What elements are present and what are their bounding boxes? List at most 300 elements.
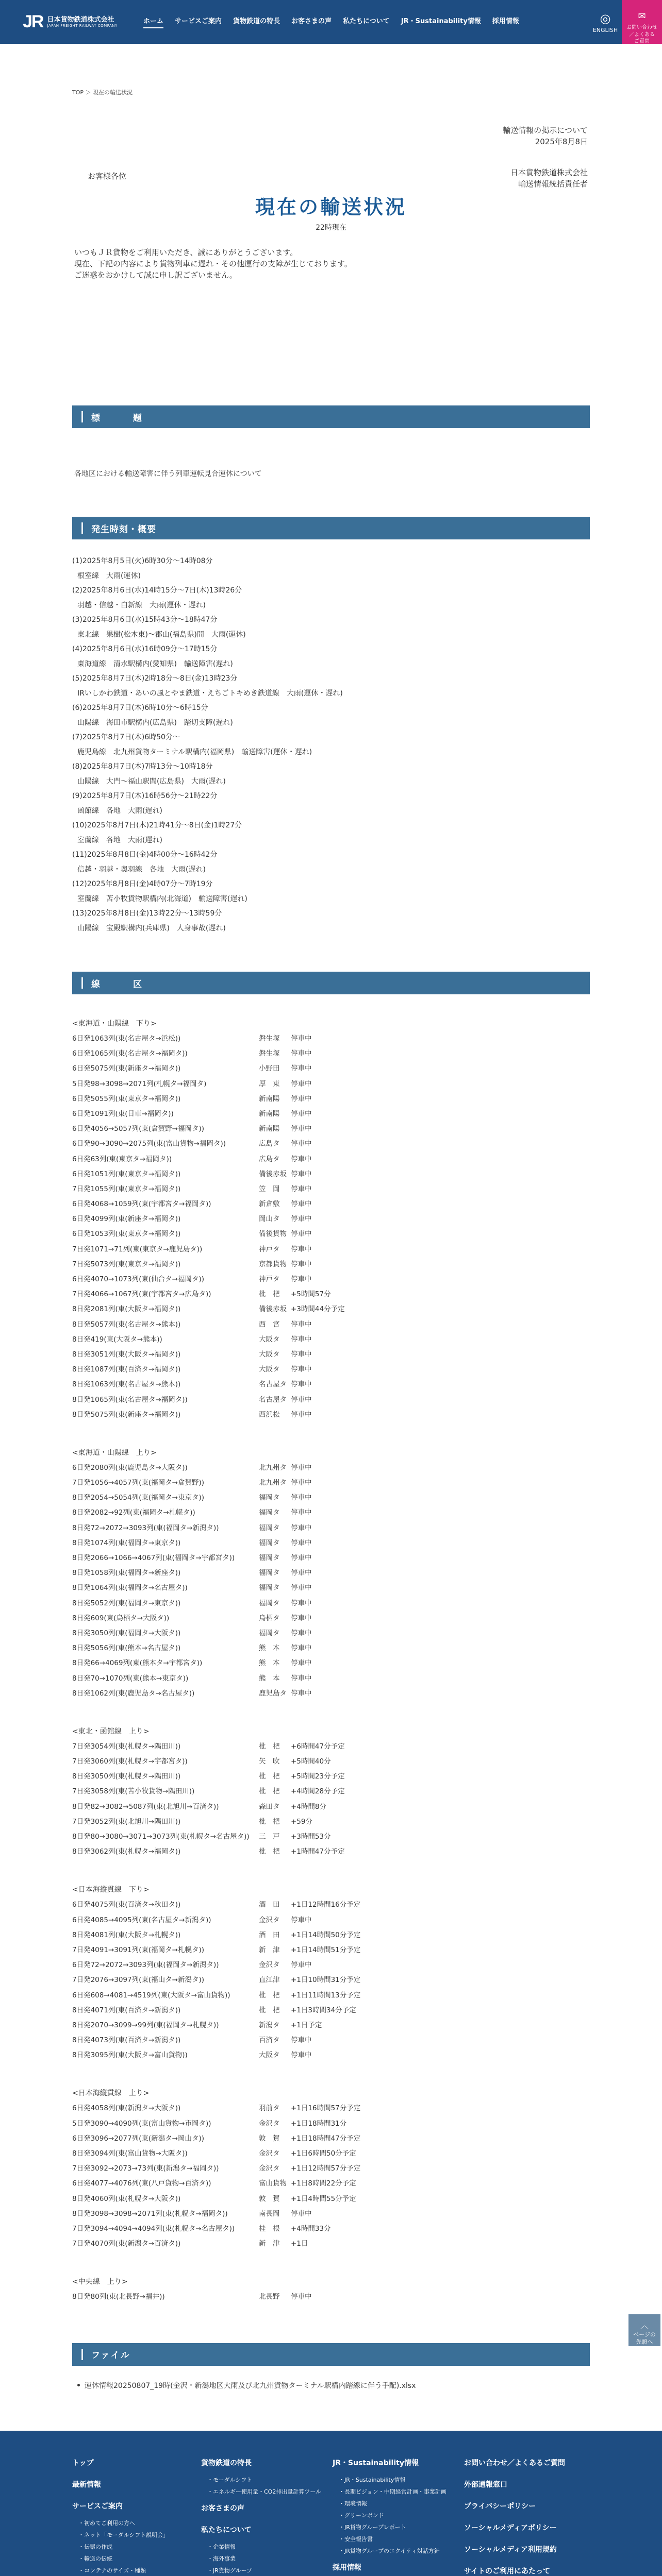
footer-sublink[interactable]: ・ネット「モーダルシフト説明会」 (78, 2531, 169, 2538)
english-label: ENGLISH (592, 27, 618, 33)
subject-section (72, 405, 590, 479)
event-summary: 鹿児島線 北九州貨物ターミナル駅構内(福岡県) 輸送障害(運休・遅れ) (77, 748, 312, 756)
train-station: 富山貨物 (259, 2179, 287, 2188)
train-status: 停車中 (291, 1275, 312, 1283)
english-link[interactable] (590, 0, 621, 44)
nav-item[interactable]: サービスご案内 (175, 18, 222, 25)
event-summary: 山陽線 大門〜福山駅間(広島県) 大雨(遅れ) (77, 777, 226, 786)
footer-sublink[interactable]: ・企業情報 (207, 2543, 236, 2550)
footer-link[interactable]: トップ (72, 2459, 94, 2467)
logo-company-name: 日本貨物鉄道株式会社 (47, 15, 114, 24)
train-row (72, 2003, 590, 2018)
train-name: 8日発2070→3099→99列(東(福岡タ→札幌タ)) (72, 2021, 219, 2029)
train-status: +1日14時間51分予定 (291, 1945, 361, 1954)
footer-sublink[interactable]: ・安全報告書 (339, 2535, 373, 2543)
train-row (72, 1958, 590, 1973)
train-name: 6日発5075列(東(新座タ→福岡タ)) (72, 1064, 181, 1073)
train-status: 停車中 (291, 1614, 312, 1622)
page-title: 現在の輸送状況 (255, 196, 407, 218)
footer-sublink[interactable]: ・コンテナのサイズ・種類 (78, 2567, 146, 2574)
train-name: 8日発5075列(東(新座タ→福岡タ)) (72, 1410, 181, 1419)
route-group-title: <日本海縦貫線 下り> (72, 1886, 150, 1894)
nav-item[interactable]: 貨物鉄道の特長 (233, 18, 280, 25)
train-station: 笠 岡 (259, 1184, 280, 1193)
train-row (72, 2146, 590, 2161)
train-status: 停車中 (291, 1245, 312, 1253)
footer-col-1 (72, 2458, 187, 2576)
train-station: 名古屋タ (259, 1380, 287, 1389)
train-row (72, 1521, 590, 1536)
footer-sublink[interactable]: ・輸送の伝統 (78, 2555, 112, 2562)
train-status: 停車中 (291, 1509, 312, 1517)
footer-sublink[interactable]: ・初めてご利用の方へ (78, 2519, 135, 2527)
train-name: 5日発98→3098→2071列(札幌タ→福岡タ) (72, 1079, 207, 1088)
train-name: 7日発5073列(東(東京タ→福岡タ)) (72, 1260, 181, 1268)
train-status: 停車中 (291, 1155, 312, 1163)
train-status: 停車中 (291, 2051, 312, 2060)
train-station: 新 津 (259, 1945, 280, 1954)
event-time: (5)2025年8月7日(木)2時18分〜8日(金)13時23分 (72, 674, 238, 683)
logo-company-sub: JAPAN FREIGHT RAILWAY COMPANY (47, 24, 118, 28)
train-station: 金沢タ (259, 1961, 280, 1970)
addressee: お客様各位 (88, 172, 127, 181)
train-row (72, 1829, 590, 1844)
footer-link[interactable]: 私たちについて (201, 2526, 252, 2534)
route-group-title: <日本海縦貫線 上り> (72, 2089, 150, 2098)
footer-link[interactable]: 外部通報窓口 (464, 2480, 507, 2489)
train-name: 7日発1055列(東(東京タ→福岡タ)) (72, 1184, 181, 1193)
footer-col-3 (333, 2458, 446, 2576)
train-station: 備後赤坂 (259, 1305, 287, 1314)
train-status: +1日8時間22分予定 (291, 2179, 356, 2188)
page-top-label: ページの 先頭へ (633, 2331, 656, 2346)
contact-button[interactable] (622, 0, 662, 44)
notice-block (72, 125, 590, 280)
train-status: +1日6時間50分予定 (291, 2149, 356, 2158)
train-station: 鳥栖タ (259, 1614, 280, 1622)
train-station: 北九州タ (259, 1463, 287, 1472)
globe-icon: ◎ (600, 11, 611, 26)
event-time: (8)2025年8月7日(木)7時13分〜10時18分 (72, 762, 213, 771)
train-station: 福岡タ (259, 1599, 280, 1607)
route-group-title: <東北・函館線 上り> (72, 1727, 150, 1736)
footer-sublink[interactable]: ・エネルギー使用量・CO2排出量計算ツール (207, 2488, 322, 2495)
train-row (72, 1536, 590, 1551)
train-name: 8日発419(東(大阪タ→熊本)) (72, 1335, 162, 1344)
jr-logo-mark: JR (23, 12, 43, 31)
train-row (72, 1490, 590, 1505)
train-status: +1日18時間31分 (291, 2119, 347, 2128)
train-name: 6日発4058列(東(新潟タ→大阪タ)) (72, 2104, 181, 2113)
train-status: 停車中 (291, 2209, 312, 2218)
train-row (72, 1317, 590, 1332)
train-status: 停車中 (291, 1094, 312, 1103)
train-row (72, 1973, 590, 1988)
footer-link[interactable]: お客さまの声 (201, 2504, 244, 2513)
train-station: 枇 杷 (259, 1772, 280, 1781)
subject-heading: 標 題 (72, 405, 590, 428)
train-status: +1日4時間55分予定 (291, 2194, 356, 2203)
train-name: 6日発90→3090→2075列(東(富山貨物→福岡タ)) (72, 1140, 226, 1148)
train-row (72, 1092, 590, 1107)
train-station: 大阪タ (259, 2051, 280, 2060)
global-nav (143, 15, 519, 28)
train-status: 停車中 (291, 1365, 312, 1374)
train-station: 西浜松 (259, 1410, 280, 1419)
train-station: 新南陽 (259, 1125, 280, 1133)
train-station: 敦 賀 (259, 2194, 280, 2203)
train-status: 停車中 (291, 1961, 312, 1970)
train-station: 広島タ (259, 1155, 280, 1163)
footer-link[interactable]: サイトのご利用にあたって (464, 2567, 551, 2575)
nav-item[interactable]: JR・Sustainability情報 (401, 18, 481, 25)
train-row (72, 1227, 590, 1242)
train-name: 8日発66→4069列(東(熊本タ→宇都宮タ)) (72, 1659, 203, 1668)
train-status: +1日 (291, 2240, 308, 2248)
train-name: 6日発72→2072→3093列(東(福岡タ→新潟タ)) (72, 1961, 219, 1970)
train-row (72, 1784, 590, 1799)
event-summary: 信越・羽越・奥羽線 各地 大雨(遅れ) (77, 865, 206, 874)
train-name: 7日発4070列(東(新潟タ→百済タ)) (72, 2240, 181, 2248)
train-status: 停車中 (291, 1674, 312, 1683)
train-row (72, 1107, 590, 1122)
train-row (72, 2236, 590, 2251)
train-name: 6日発4099列(東(新座タ→福岡タ)) (72, 1215, 181, 1224)
issuer-company: 日本貨物鉄道株式会社 (510, 168, 588, 177)
train-station: 福岡タ (259, 1554, 280, 1562)
footer-sublink[interactable]: ・海外事業 (207, 2555, 236, 2562)
occurrence-heading: 発生時刻・概要 (72, 517, 590, 539)
train-row (72, 1167, 590, 1182)
subject-text: 各地区における輸送障害に伴う列車運転見合運休について (74, 470, 262, 478)
page-top-button[interactable] (628, 2314, 660, 2346)
file-section (72, 2343, 590, 2391)
event-time: (9)2025年8月7日(木)16時56分〜21時22分 (72, 792, 218, 800)
train-row (72, 1122, 590, 1137)
event-time: (6)2025年8月7日(木)6時10分〜6時15分 (72, 704, 208, 712)
footer-link[interactable]: JR・Sustainability情報 (333, 2459, 419, 2467)
train-row (72, 1182, 590, 1197)
nav-item[interactable]: ホーム (143, 15, 163, 28)
footer-link[interactable]: ソーシャルメディアポリシー (464, 2523, 557, 2532)
train-station: 新南陽 (259, 1109, 280, 1118)
train-row (72, 1641, 590, 1656)
train-status: +5時間40分 (291, 1757, 331, 1766)
file-link[interactable]: 運休情報20250807_19時(金沢・新潟地区大雨及び北九州貨物ターミナル駅構内踏線に伴う手配).xlsx (72, 2380, 590, 2391)
train-status: +1日14時間50分予定 (291, 1930, 361, 1939)
train-name: 7日発3092→2073→73列(東(新潟タ→福岡タ)) (72, 2164, 219, 2173)
train-row (72, 1393, 590, 1408)
train-row (72, 2033, 590, 2048)
train-status: 停車中 (291, 1335, 312, 1344)
footer-link[interactable]: プライバシーポリシー (464, 2502, 536, 2511)
train-station: 名古屋タ (259, 1395, 287, 1404)
train-status: 停車中 (291, 1215, 312, 1224)
event-time: (3)2025年8月6日(水)15時43分〜18時47分 (72, 616, 218, 624)
train-row (72, 1988, 590, 2003)
event-summary: 羽越・信越・白新線 大雨(運休・遅れ) (77, 601, 206, 609)
train-station: 鹿児島タ (259, 1689, 287, 1698)
train-row (72, 1137, 590, 1151)
event-list (72, 554, 590, 936)
greeting-line: ご迷惑をおかけして誠に申し訳ございません。 (74, 270, 237, 280)
train-name: 8日発3095列(東(大阪タ→富山貨物)) (72, 2051, 188, 2060)
train-station: 福岡タ (259, 1523, 280, 1532)
occurrence-section (72, 517, 590, 936)
train-station: 備後貨物 (259, 1230, 287, 1239)
train-station: 大阪タ (259, 1365, 280, 1374)
train-station: 桂 根 (259, 2224, 280, 2233)
train-row (72, 1077, 590, 1092)
footer-sublist (207, 2541, 321, 2576)
train-station: 枇 杷 (259, 2006, 280, 2014)
train-status: 停車中 (291, 1916, 312, 1924)
train-name: 6日発4068→1059列(東(宇都宮タ→福岡タ)) (72, 1200, 211, 1209)
train-name: 6日発4077→4076列(東(八戸貨物→百済タ)) (72, 2179, 211, 2188)
train-row (72, 1242, 590, 1257)
train-station: 広島タ (259, 1140, 280, 1148)
train-row (72, 1551, 590, 1566)
train-name: 5日発3090→4090列(東(富山貨物→市岡タ)) (72, 2119, 211, 2128)
train-name: 6日発1091列(東(日車→福岡タ)) (72, 1109, 174, 1118)
train-row (72, 2131, 590, 2146)
issuer-role: 輸送情報統括責任者 (518, 179, 588, 189)
train-name: 7日発3054列(東(札幌タ→隅田川)) (72, 1742, 181, 1751)
event-summary: 室蘭線 苫小牧貨物駅構内(北海道) 輸送障害(遅れ) (77, 894, 247, 903)
train-station: 備後赤坂 (259, 1170, 287, 1178)
train-station: 熊 本 (259, 1644, 280, 1653)
train-row (72, 1272, 590, 1287)
routes-section (72, 972, 590, 2305)
train-row (72, 2222, 590, 2236)
train-station: 熊 本 (259, 1659, 280, 1668)
train-station: 厚 東 (259, 1079, 280, 1088)
train-status: 停車中 (291, 1463, 312, 1472)
train-station: 枇 杷 (259, 1848, 280, 1856)
train-status: 停車中 (291, 1554, 312, 1562)
train-station: 酒 田 (259, 1901, 280, 1909)
greeting-text (74, 247, 352, 281)
footer-sublink[interactable]: ・伝票の作成 (78, 2543, 112, 2550)
contact-label: お問い合わせ ／よくある ご質問 (626, 25, 657, 45)
train-status: 停車中 (291, 1230, 312, 1239)
train-station: 枇 杷 (259, 1742, 280, 1751)
train-status: 停車中 (291, 1410, 312, 1419)
train-row (72, 1377, 590, 1392)
train-status: +3時間44分予定 (291, 1305, 345, 1314)
footer-sublink[interactable]: ・JR貨物グループ (207, 2567, 253, 2574)
routes-heading: 線 区 (72, 972, 590, 994)
train-row (72, 1596, 590, 1611)
train-station: 福岡タ (259, 1494, 280, 1502)
train-row (72, 1152, 590, 1167)
train-row (72, 2161, 590, 2176)
footer-sublink[interactable]: ・JR貨物グループレポート (339, 2523, 406, 2531)
train-status: 停車中 (291, 1659, 312, 1668)
train-station: 北長野 (259, 2293, 280, 2301)
train-status: 停車中 (291, 1380, 312, 1389)
train-name: 7日発3094→4094→4094列(東(札幌タ→名古屋タ)) (72, 2224, 235, 2233)
train-name: 8日発3051列(東(大阪タ→福岡タ)) (72, 1350, 181, 1359)
train-station: 敦 賀 (259, 2134, 280, 2143)
route-group (72, 1882, 590, 2063)
footer-col-4 (464, 2458, 565, 2576)
train-row (72, 1362, 590, 1377)
train-name: 8日発80→3080→3071→3073列(東(札幌タ→名古屋タ)) (72, 1833, 250, 1841)
train-status: 停車中 (291, 1200, 312, 1209)
footer-sublink[interactable]: ・グリーンボンド (339, 2512, 384, 2519)
event-summary: 室蘭線 各地 大雨(遅れ) (77, 836, 162, 844)
footer-sublink[interactable]: ・JR・Sustainability情報 (339, 2476, 406, 2483)
train-status: 停車中 (291, 1599, 312, 1607)
train-row (72, 1302, 590, 1317)
train-name: 8日発2082→92列(東(福岡タ→札幌タ)) (72, 1509, 195, 1517)
train-row (72, 1408, 590, 1422)
footer-sublink[interactable]: ・モーダルシフト (207, 2476, 253, 2483)
site-logo[interactable] (23, 12, 141, 32)
footer-link[interactable]: 貨物鉄道の特長 (201, 2459, 252, 2467)
event-summary: 東海道線 清水駅構内(愛知県) 輸送障害(遅れ) (77, 659, 233, 668)
train-station: 神戸タ (259, 1245, 280, 1253)
footer-link[interactable]: お問い合わせ／よくあるご質問 (464, 2459, 565, 2467)
greeting-line: 現在、下記の内容により貨物列車に遅れ・その他運行の支障が生じております。 (74, 259, 352, 269)
route-group (72, 1724, 590, 1860)
event-summary: 山陽線 海田市駅構内(広島県) 踏切支障(遅れ) (77, 718, 233, 727)
train-name: 6日発4085→4095列(東(名古屋タ→新潟タ)) (72, 1916, 211, 1924)
train-name: 8日発1064列(東(福岡タ→名古屋タ)) (72, 1584, 188, 1592)
train-row (72, 1061, 590, 1076)
train-name: 7日発1056→4057列(東(福岡タ→倉賀野)) (72, 1479, 204, 1487)
event-time: (12)2025年8月8日(金)4時07分〜7時19分 (72, 880, 213, 888)
train-name: 8日発5056列(東(熊本→名古屋タ)) (72, 1644, 181, 1653)
train-station: 神戸タ (259, 1275, 280, 1283)
train-name: 8日発3098→3098→2071列(東(札幌タ→福岡タ)) (72, 2209, 228, 2218)
train-name: 6日発4070→1073列(東(仙台タ→福岡タ)) (72, 1275, 204, 1283)
train-station: 矢 吹 (259, 1757, 280, 1766)
train-status: 停車中 (291, 1125, 312, 1133)
train-row (72, 2018, 590, 2033)
train-row (72, 1754, 590, 1769)
train-station: 金沢タ (259, 2164, 280, 2173)
train-row (72, 2176, 590, 2191)
footer-link[interactable]: 最新情報 (72, 2480, 101, 2489)
footer-sublist (339, 2474, 446, 2557)
train-name: 6日発4056→5057列(東(倉賀野→福岡タ)) (72, 1125, 204, 1133)
train-station: 金沢タ (259, 2119, 280, 2128)
event-time: (13)2025年8月8日(金)13時22分〜13時59分 (72, 909, 222, 918)
train-station: 福岡タ (259, 1538, 280, 1547)
train-row (72, 1656, 590, 1671)
train-status: +5時間57分 (291, 1290, 331, 1299)
train-station: 枇 杷 (259, 1787, 280, 1796)
train-status: 停車中 (291, 1170, 312, 1178)
train-station: 枇 杷 (259, 1991, 280, 1999)
train-status: 停車中 (291, 1260, 312, 1268)
footer-link[interactable]: サービスご案内 (72, 2502, 123, 2511)
train-status: 停車中 (291, 1689, 312, 1698)
train-status: 停車中 (291, 1479, 312, 1487)
event-summary: 東北線 果樹(松木東)〜郡山(福島県)間 大雨(運休) (77, 630, 246, 639)
route-group (72, 1445, 590, 1701)
train-status: +1日10時間31分予定 (291, 1976, 361, 1985)
train-status: 停車中 (291, 1350, 312, 1359)
route-group (72, 2086, 590, 2251)
train-status: 停車中 (291, 1140, 312, 1148)
train-status: 停車中 (291, 1184, 312, 1193)
train-name: 8日発4081列(東(大阪タ→札幌タ)) (72, 1930, 181, 1939)
train-row (72, 1212, 590, 1227)
footer-col-2 (201, 2458, 321, 2576)
train-station: 西 宮 (259, 1320, 280, 1329)
train-row (72, 1686, 590, 1701)
nav-item[interactable]: 私たちについて (343, 18, 390, 25)
train-row (72, 1581, 590, 1596)
footer-sublink[interactable]: ・環境情報 (339, 2500, 367, 2507)
train-name: 7日発4066→1067列(東(宇都宮タ→広島タ)) (72, 1290, 211, 1299)
train-status: 停車中 (291, 1049, 312, 1058)
train-station: 金沢タ (259, 2149, 280, 2158)
train-name: 6日発1051列(東(東京タ→福岡タ)) (72, 1170, 181, 1178)
train-row (72, 2290, 590, 2304)
train-name: 6日発1063列(東(名古屋タ→浜松)) (72, 1035, 181, 1043)
footer-link[interactable]: ソーシャルメディア利用規約 (464, 2545, 557, 2554)
train-status: +4時間28分予定 (291, 1787, 345, 1796)
notice-heading: 輸送情報の掲示について (503, 126, 588, 135)
nav-item[interactable]: 採用情報 (492, 18, 519, 25)
train-station: 枇 杷 (259, 1817, 280, 1826)
train-status: +4時間8分 (291, 1802, 326, 1811)
train-row (72, 1197, 590, 1212)
train-name: 8日発4060列(東(札幌タ→大阪タ)) (72, 2194, 181, 2203)
train-station: 熊 本 (259, 1674, 280, 1683)
event-time: (1)2025年8月5日(火)6時30分〜14時08分 (72, 557, 213, 565)
train-station: 大阪タ (259, 1335, 280, 1344)
train-name: 7日発3060列(東(札幌タ→宇都宮タ)) (72, 1757, 188, 1766)
train-station: 福岡タ (259, 1569, 280, 1578)
event-summary: IRいしかわ鉄道・あいの風とやま鉄道・えちごトキめき鉄道線 大雨(運休・遅れ) (77, 689, 343, 698)
train-name: 6日発4075列(東(百済タ→秋田タ)) (72, 1901, 181, 1909)
route-group (72, 2274, 590, 2304)
footer-link[interactable]: 採用情報 (333, 2563, 361, 2572)
train-name: 8日発609(東(鳥栖タ→大阪タ)) (72, 1614, 170, 1622)
train-row (72, 1928, 590, 1943)
file-list (72, 2380, 590, 2391)
train-station: 岡山タ (259, 1215, 280, 1224)
train-name: 6日発2080列(東(鹿児島タ→大阪タ)) (72, 1463, 188, 1472)
train-row (72, 1611, 590, 1626)
train-name: 6日発608→4081→4519列(東(大阪タ→富山貨物)) (72, 1991, 230, 1999)
train-name: 7日発3052列(東(北旭川→隅田川)) (72, 1817, 181, 1826)
train-name: 6日発1053列(東(東京タ→福岡タ)) (72, 1230, 181, 1239)
train-name: 8日発4073列(東(百済タ→新潟タ)) (72, 2036, 181, 2045)
train-name: 8日発1058列(東(福岡タ→新座タ)) (72, 1569, 181, 1578)
train-station: 磐生塚 (259, 1035, 280, 1043)
nav-item[interactable]: お客さまの声 (291, 18, 332, 25)
train-row (72, 1671, 590, 1686)
train-name: 8日発5052列(東(福岡タ→東京タ)) (72, 1599, 181, 1607)
train-status: 停車中 (291, 1064, 312, 1073)
train-row (72, 1769, 590, 1784)
train-status: 停車中 (291, 1629, 312, 1637)
footer-sublink[interactable]: ・長期ビジョン・中期経営計画・事業計画 (339, 2488, 446, 2495)
footer-sublink[interactable]: ・JR貨物グループのエクイティ対話方針 (339, 2547, 440, 2554)
train-status: +1日12時間57分予定 (291, 2164, 361, 2173)
train-status: 停車中 (291, 2293, 312, 2301)
greeting-line: いつもＪＲ貨物をご利用いただき、誠にありがとうございます。 (74, 248, 298, 257)
train-station: 酒 田 (259, 1930, 280, 1939)
train-name: 6日発3096→2077列(東(新潟タ→岡山タ)) (72, 2134, 204, 2143)
train-row (72, 1031, 590, 1046)
